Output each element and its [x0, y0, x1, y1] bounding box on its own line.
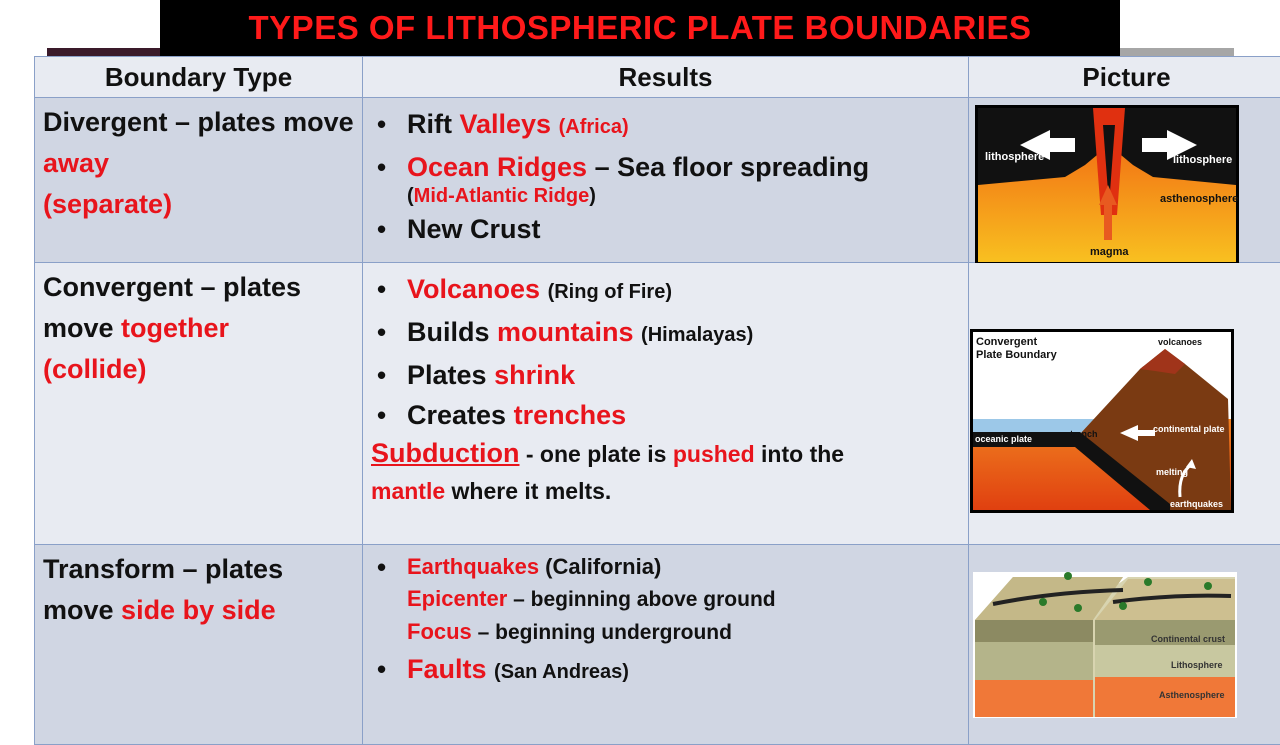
row-transform: [35, 545, 1280, 745]
divergent-picture: [969, 98, 1280, 263]
list-item: • Builds mountains (Himalayas): [371, 312, 968, 355]
list-item: • Plates shrink: [371, 355, 968, 395]
oceanic-plate-label: oceanic plate: [975, 434, 1032, 444]
transform-type: Transform – plates move side by side: [35, 545, 363, 745]
trench-label: trench: [1070, 429, 1098, 439]
transform-picture: [969, 545, 1280, 745]
list-item: • Volcanoes (Ring of Fire): [371, 269, 968, 312]
list-item: • Rift Valleys (Africa): [371, 104, 968, 147]
earthquakes-label: earthquakes: [1170, 499, 1223, 509]
row-divergent: [35, 98, 1280, 263]
convergent-picture: [969, 263, 1280, 545]
volcanoes-label: volcanoes: [1158, 337, 1202, 347]
asthenosphere-label: Asthenosphere: [1159, 690, 1225, 700]
mid-atlantic-note: (Mid-Atlantic Ridge): [371, 183, 968, 209]
asthenosphere-label: asthenosphere: [1160, 193, 1238, 205]
convergent-diagram: [970, 329, 1234, 513]
header-picture: Picture: [969, 57, 1280, 98]
divergent-type: Divergent – plates move away (separate): [35, 98, 363, 263]
header-row: [35, 57, 1280, 98]
boundary-table: [34, 56, 1280, 745]
lithosphere-label: Lithosphere: [1171, 660, 1223, 670]
list-item: • Ocean Ridges – Sea floor spreading: [371, 147, 968, 187]
list-item: • Faults (San Andreas): [371, 649, 968, 692]
magma-label: magma: [1090, 246, 1129, 258]
continental-crust-label: Continental crust: [1151, 634, 1225, 644]
lithosphere-label-right: lithosphere: [1173, 154, 1232, 166]
header-boundary-type: Boundary Type: [35, 57, 363, 98]
slide-title: TYPES OF LITHOSPHERIC PLATE BOUNDARIES: [160, 0, 1120, 56]
row-convergent: [35, 263, 1280, 545]
melting-label: melting: [1156, 467, 1188, 477]
subduction-definition: Subduction - one plate is pushed into the mantle where it melts.: [363, 435, 968, 510]
transform-diagram: [973, 572, 1237, 718]
focus-line: Focus – beginning underground: [363, 616, 968, 649]
list-item: • Earthquakes (California): [371, 551, 968, 583]
continental-plate-label: continental plate: [1153, 424, 1225, 434]
header-results: Results: [363, 57, 969, 98]
convergent-title-1: Convergent: [976, 336, 1037, 348]
epicenter-line: Epicenter – beginning above ground: [363, 583, 968, 616]
lithosphere-label-left: lithosphere: [985, 151, 1044, 163]
convergent-title-2: Plate Boundary: [976, 349, 1058, 361]
list-item: • Creates trenches: [371, 395, 968, 435]
divergent-results: [363, 98, 969, 263]
convergent-results: [363, 263, 969, 545]
divergent-diagram: [975, 105, 1239, 265]
transform-results: [363, 545, 969, 745]
convergent-type: Convergent – plates move together (collide): [35, 263, 363, 545]
list-item: • New Crust: [371, 209, 968, 249]
